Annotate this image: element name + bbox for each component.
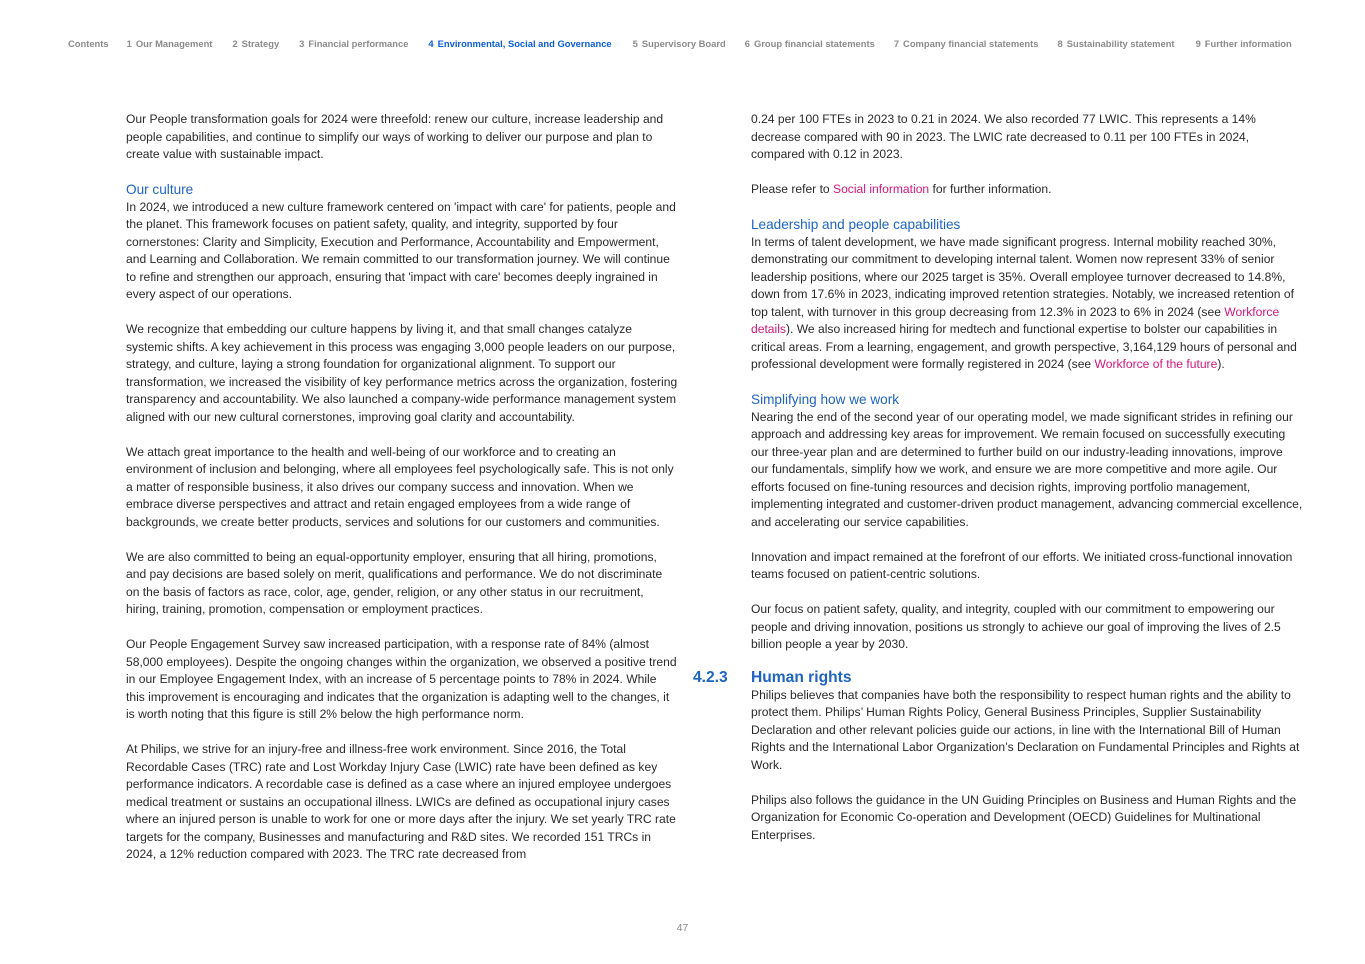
refer-text: for further information. — [929, 182, 1052, 196]
wellbeing-paragraph: We attach great importance to the health and well-being of our workforce and to creating an environment of inclusion and belonging, where all employees feel psychologically safe. This is not only a matter of responsible business, it also drives our company success and innovation. When we embrace diverse perspectives and attract and retain engaged employees from a wide range of backgrounds, we create better products, services and solutions for our customers and communities. — [126, 444, 674, 529]
nav-item-group-financial-statements[interactable] — [745, 38, 875, 49]
left-column — [126, 111, 678, 864]
nav-number: 3 — [299, 38, 305, 49]
nav-label: Further information — [1204, 38, 1292, 49]
nav-label: Contents — [68, 38, 109, 49]
our-culture-heading: Our culture — [126, 182, 194, 197]
un-guidance-paragraph: Philips also follows the guidance in the UN Guiding Principles on Business and Human Rights and the Organization for Economic Co-operation and Development (OECD) Guidelines for Multinational Enterprises. — [751, 792, 1297, 842]
nav-number: 8 — [1057, 38, 1063, 49]
social-information-link[interactable]: Social information — [833, 182, 930, 196]
innovation-paragraph: Innovation and impact remained at the forefront of our efforts. We initiated cross-functional innovation teams focused on patient-centric solutions. — [751, 549, 1293, 581]
top-navigation — [68, 38, 1292, 49]
nav-item-our-management[interactable] — [127, 38, 213, 49]
human-rights-paragraph: Philips believes that companies have both the responsibility to respect human rights and the ability to protect them. Philips’ Human Rights Policy, General Business Principles, Supplier Sustainability Declaration and other relevant policies guide our actions, in line with the International Bill of Human Rights and the International Labor Organization’s Declaration on Fundamental Principles and Rights at Work. — [751, 687, 1300, 772]
equal-opportunity-paragraph: We are also committed to being an equal-opportunity employer, ensuring that all hiring, promotions, and pay decisions are based solely on merit, qualifications and performance. We do not discriminate on the basis of factors as race, color, age, gender, religion, or any other status in our recruitment, hiring, training, promotion, compensation or employment practices. — [126, 549, 663, 616]
nav-item-esg[interactable] — [428, 38, 611, 49]
nav-label: Sustainability statement — [1066, 38, 1175, 49]
nav-number: 2 — [232, 38, 238, 49]
page-number: 47 — [676, 922, 689, 934]
simplifying-paragraph: Nearing the end of the second year of our operating model, we made significant strides in refining our approach and addressing key areas for improvement. We remain focused on successfully executing our three-year plan and are determined to further build on our industry-leading innovations, improve our fundamentals, simplify how we work, and ensure we are more competitive and more agile. Our efforts focused on fine-tuning resources and decision rights, improving portfolio management, implementing integrated and customer-driven product management, advancing commercial excellence, and accelerating our service capabilities. — [751, 409, 1303, 529]
nav-item-sustainability-statement[interactable] — [1058, 38, 1175, 49]
simplifying-heading: Simplifying how we work — [751, 392, 900, 407]
nav-item-strategy[interactable] — [232, 38, 279, 49]
leadership-heading: Leadership and people capabilities — [751, 217, 961, 232]
nav-number: 7 — [893, 38, 900, 49]
nav-label: Financial performance — [308, 38, 409, 49]
refer-text: Please refer to — [751, 182, 834, 196]
nav-number: 9 — [1195, 38, 1201, 49]
leadership-text: In terms of talent development, we have made significant progress. Internal mobility reached 30%, demonstrating our commitment to developing internal talent. Women now represent 33% of senior leadership positions, where our 2025 target is 35%. Overall employee turnover decreased to 14.8%, down from 17.6% in 2023, indicating improved retention strategies. Notably, we increased retention of top talent, with turnover in this group decreasing from 12.3% in 2023 to 6% in 2024 (see — [751, 234, 1294, 319]
nav-item-company-financial-statements[interactable] — [894, 38, 1039, 49]
nav-item-financial-performance[interactable] — [299, 38, 408, 49]
nav-item-contents[interactable] — [68, 38, 109, 49]
patient-safety-paragraph: Our focus on patient safety, quality, and integrity, coupled with our commitment to empowering our people and driving innovation, positions us strongly to achieve our goal of improving the lives of 2.5 billion people a year by 2030. — [751, 602, 1281, 651]
nav-number: 6 — [744, 38, 750, 49]
refer-paragraph — [751, 181, 1303, 199]
leadership-paragraph — [751, 234, 1303, 374]
safety-continued-paragraph: 0.24 per 100 FTEs in 2023 to 0.21 in 2024. We also recorded 77 LWIC. This represents a 14% decrease compared with 90 in 2023. The LWIC rate decreased to 0.11 per 100 FTEs in 2024, compared with 0.12 in 2023. — [751, 112, 1256, 161]
nav-label: Company financial statements — [903, 38, 1039, 49]
nav-label: Supervisory Board — [641, 38, 726, 49]
culture-paragraph: In 2024, we introduced a new culture framework centered on 'impact with care' for patients, people and the planet. This framework focuses on patient safety, quality, and integrity, supported by four cornerstones: Clarity and Simplicity, Execution and Performance, Accountability and Empowerment, and Learning and Collaboration. We remain committed to our transformation journey. We will continue to refine and strengthen our approach, ensuring that 'impact with care' becomes deeply ingrained in every aspect of our operations. — [126, 199, 676, 301]
human-rights-heading — [693, 668, 1303, 687]
nav-label: Strategy — [241, 38, 280, 49]
nav-number: 4 — [428, 38, 434, 49]
safety-paragraph: At Philips, we strive for an injury-free and illness-free work environment. Since 2016, the Total Recordable Cases (TRC) rate and Lost Workday Injury Case (LWIC) rate have been defined as key performance indicators. A recordable case is defined as a case where an injured employee undergoes medical treatment or sustains an occupational illness. LWICs are defined as occupational injury cases where an injured person is unable to work for one or more days after the injury. We set yearly TRC rate targets for the company, Businesses and manufacturing and R&D sites. We recorded 151 TRCs in 2024, a 12% reduction compared with 2023. The TRC rate decreased from — [126, 742, 676, 861]
nav-item-further-information[interactable] — [1196, 38, 1292, 49]
nav-number: 5 — [632, 38, 638, 49]
intro-paragraph: Our People transformation goals for 2024 were threefold: renew our culture, increase leadership and people capabilities, and continue to simplify our ways of working to deliver our purpose and plan to create value with sustainable impact. — [126, 112, 664, 161]
nav-number: 1 — [126, 38, 132, 49]
nav-label: Our Management — [135, 38, 213, 49]
workforce-of-the-future-link[interactable]: Workforce of the future — [1094, 357, 1218, 371]
nav-label: Environmental, Social and Governance — [437, 38, 612, 49]
engagement-survey-paragraph: Our People Engagement Survey saw increased participation, with a response rate of 84% (almost 58,000 employees). Despite the ongoing changes within the organization, we observed a positive trend in our Employee Engagement Index, with an increase of 5 percentage points to 78% in 2024. While this improvement is encouraging and indicates that the organization is adapting well to the changes, it is worth noting that this figure is still 2% below the high performance norm. — [126, 637, 677, 721]
leadership-text: ). — [1217, 357, 1225, 371]
nav-item-supervisory-board[interactable] — [633, 38, 726, 49]
section-title: Human rights — [751, 668, 852, 686]
workforce-details-link[interactable]: Workforce details — [751, 304, 1280, 336]
culture-paragraph: We recognize that embedding our culture happens by living it, and that small changes catalyze systemic shifts. A key achievement in this process was engaging 3,000 people leaders on our purpose, strategy, and culture, laying a strong foundation for organizational alignment. To support our transformation, we increased the visibility of key performance metrics across the organization, fostering transparency and accountability. We also launched a company-wide performance management system aligned with our new cultural cornerstones, improving goal clarity and accountability. — [126, 322, 678, 424]
leadership-text: ). We also increased hiring for medtech and functional expertise to bolster our capabilities in critical areas. From a learning, engagement, and growth perspective, 3,164,129 hours of personal and professional development were formally registered in 2024 (see — [751, 322, 1297, 371]
nav-label: Group financial statements — [753, 38, 875, 49]
section-number: 4.2.3 — [693, 668, 728, 686]
right-column — [693, 111, 1303, 844]
